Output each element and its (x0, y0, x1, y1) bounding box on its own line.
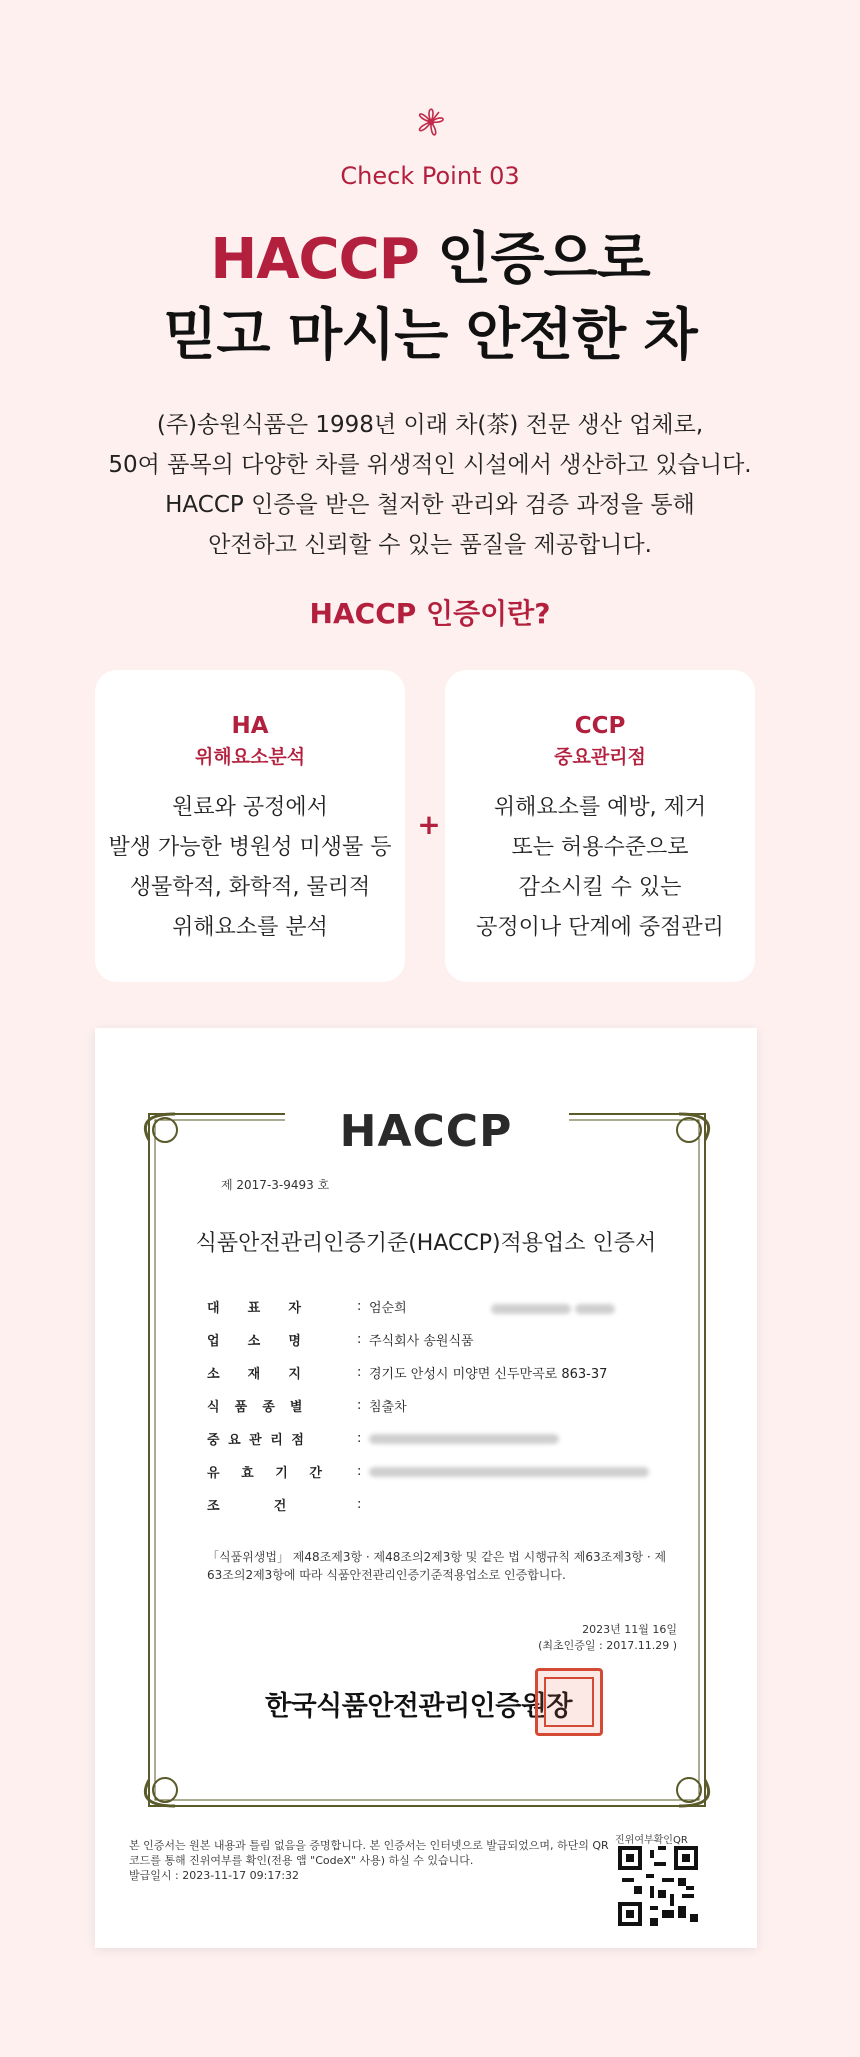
certificate-row: 대 표 자 : 엄순희 (207, 1290, 677, 1323)
certificate-row: 식 품 종 별 : 침출차 (207, 1389, 677, 1422)
redacted-text (575, 1304, 615, 1314)
intro-line: 안전하고 신뢰할 수 있는 품질을 제공합니다. (208, 532, 652, 558)
plus-sign: + (417, 808, 441, 841)
card-name: 위해요소분석 (194, 746, 306, 768)
card-line: 위해요소를 예방, 제거 (493, 795, 707, 820)
certificate-row: 조 건 : (207, 1497, 362, 1514)
intro-line: HACCP 인증을 받은 철저한 관리와 검증 과정을 통해 (165, 492, 695, 518)
field-label: 유 효 기 간 (207, 1466, 324, 1481)
haccp-certificate-image (95, 1028, 757, 1948)
card-line: 생물학적, 화학적, 물리적 (129, 875, 371, 900)
note-text: 본 인증서는 원본 내용과 틀림 없음을 증명합니다. 본 인증서는 인터넷으로 발급되었으며, 하단의 QR코드를 통해 진위여부를 확인(전용 앱 "CodeX" 사용) 하실 수 있습니다. (129, 1839, 609, 1867)
field-value: 경기도 안성시 미양면 신두만곡로 863-37 (369, 1367, 608, 1382)
field-value (369, 1431, 677, 1446)
card-line: 또는 허용수준으로 (511, 835, 689, 860)
title-accent: HACCP (210, 227, 419, 292)
certificate-row: 소 재 지 : 경기도 안성시 미양면 신두만곡로 863-37 (207, 1356, 677, 1389)
certificate-row: 유 효 기 간 : (207, 1455, 677, 1488)
card-name: 중요관리점 (554, 746, 646, 768)
first-cert-date: (최초인증일 : 2017.11.29 ) (538, 1639, 677, 1652)
intro-line: (주)송원식품은 1998년 이래 차(茶) 전문 생산 업체로, (156, 412, 704, 438)
card-line: 감소시킬 수 있는 (518, 875, 682, 900)
card-description (445, 788, 755, 948)
field-value: 엄순희 (369, 1297, 677, 1316)
title-line2: 믿고 마시는 안전한 차 (163, 303, 697, 368)
card-abbr: HA (231, 713, 269, 739)
field-label: 업 소 명 (207, 1334, 303, 1349)
haccp-logo: HACCP (339, 1106, 513, 1157)
certificate-fields (207, 1290, 677, 1521)
title-line1-rest: 인증으로 (418, 227, 650, 292)
card-line: 공정이나 단계에 중점관리 (476, 915, 724, 940)
field-value: 주식회사 송원식품 (369, 1334, 474, 1349)
intro-text (0, 405, 860, 565)
issue-date: 2023년 11월 16일 (582, 1623, 677, 1636)
redacted-text (369, 1434, 559, 1444)
certificate-dates (465, 1622, 677, 1654)
card-ccp (445, 670, 755, 982)
field-label: 중 요 관 리 점 (207, 1433, 306, 1448)
field-label: 대 표 자 (207, 1301, 303, 1316)
section-title: HACCP 인증이란? (309, 597, 551, 630)
field-label: 식 품 종 별 (207, 1400, 305, 1415)
card-abbr: CCP (574, 713, 626, 739)
field-label: 조 건 (207, 1499, 289, 1514)
redacted-text (491, 1304, 571, 1314)
redacted-text (369, 1467, 649, 1477)
official-seal (535, 1668, 603, 1736)
certificate-row: 업 소 명 : 주식회사 송원식품 (207, 1323, 677, 1356)
issued-at: 발급일시 : 2023-11-17 09:17:32 (129, 1869, 300, 1882)
card-ha (95, 670, 405, 982)
certificate-number: 제 2017-3-9493 호 (221, 1178, 330, 1192)
qr-code-icon (618, 1846, 698, 1926)
certificate-issuer: 한국식품안전관리인증원장 (265, 1691, 572, 1722)
card-line: 원료와 공정에서 (172, 795, 328, 820)
certificate-row: 중 요 관 리 점 : (207, 1422, 677, 1455)
card-description (95, 788, 405, 948)
qr-label: 진위여부확인QR (615, 1835, 688, 1846)
field-value: 침출차 (369, 1400, 407, 1415)
field-value (369, 1464, 677, 1479)
card-line: 발생 가능한 병원성 미생물 등 (108, 835, 392, 860)
page-title (0, 222, 860, 374)
certificate-title: 식품안전관리인증기준(HACCP)적용업소 인증서 (195, 1231, 657, 1256)
card-line: 위해요소를 분석 (172, 915, 328, 940)
check-point-label: Check Point 03 (340, 162, 520, 190)
certificate-legal-text: 「식품위생법」 제48조제3항 · 제48조의2제3항 및 같은 법 시행규칙 제63조제3항 · 제63조의2제3항에 따라 식품안전관리인증기준적용업소로 인증합니다. (207, 1550, 667, 1582)
hibiscus-icon (408, 100, 454, 146)
certificate-note (129, 1838, 619, 1883)
field-label: 소 재 지 (207, 1367, 303, 1382)
intro-line: 50여 품목의 다양한 차를 위생적인 시설에서 생산하고 있습니다. (108, 452, 752, 478)
